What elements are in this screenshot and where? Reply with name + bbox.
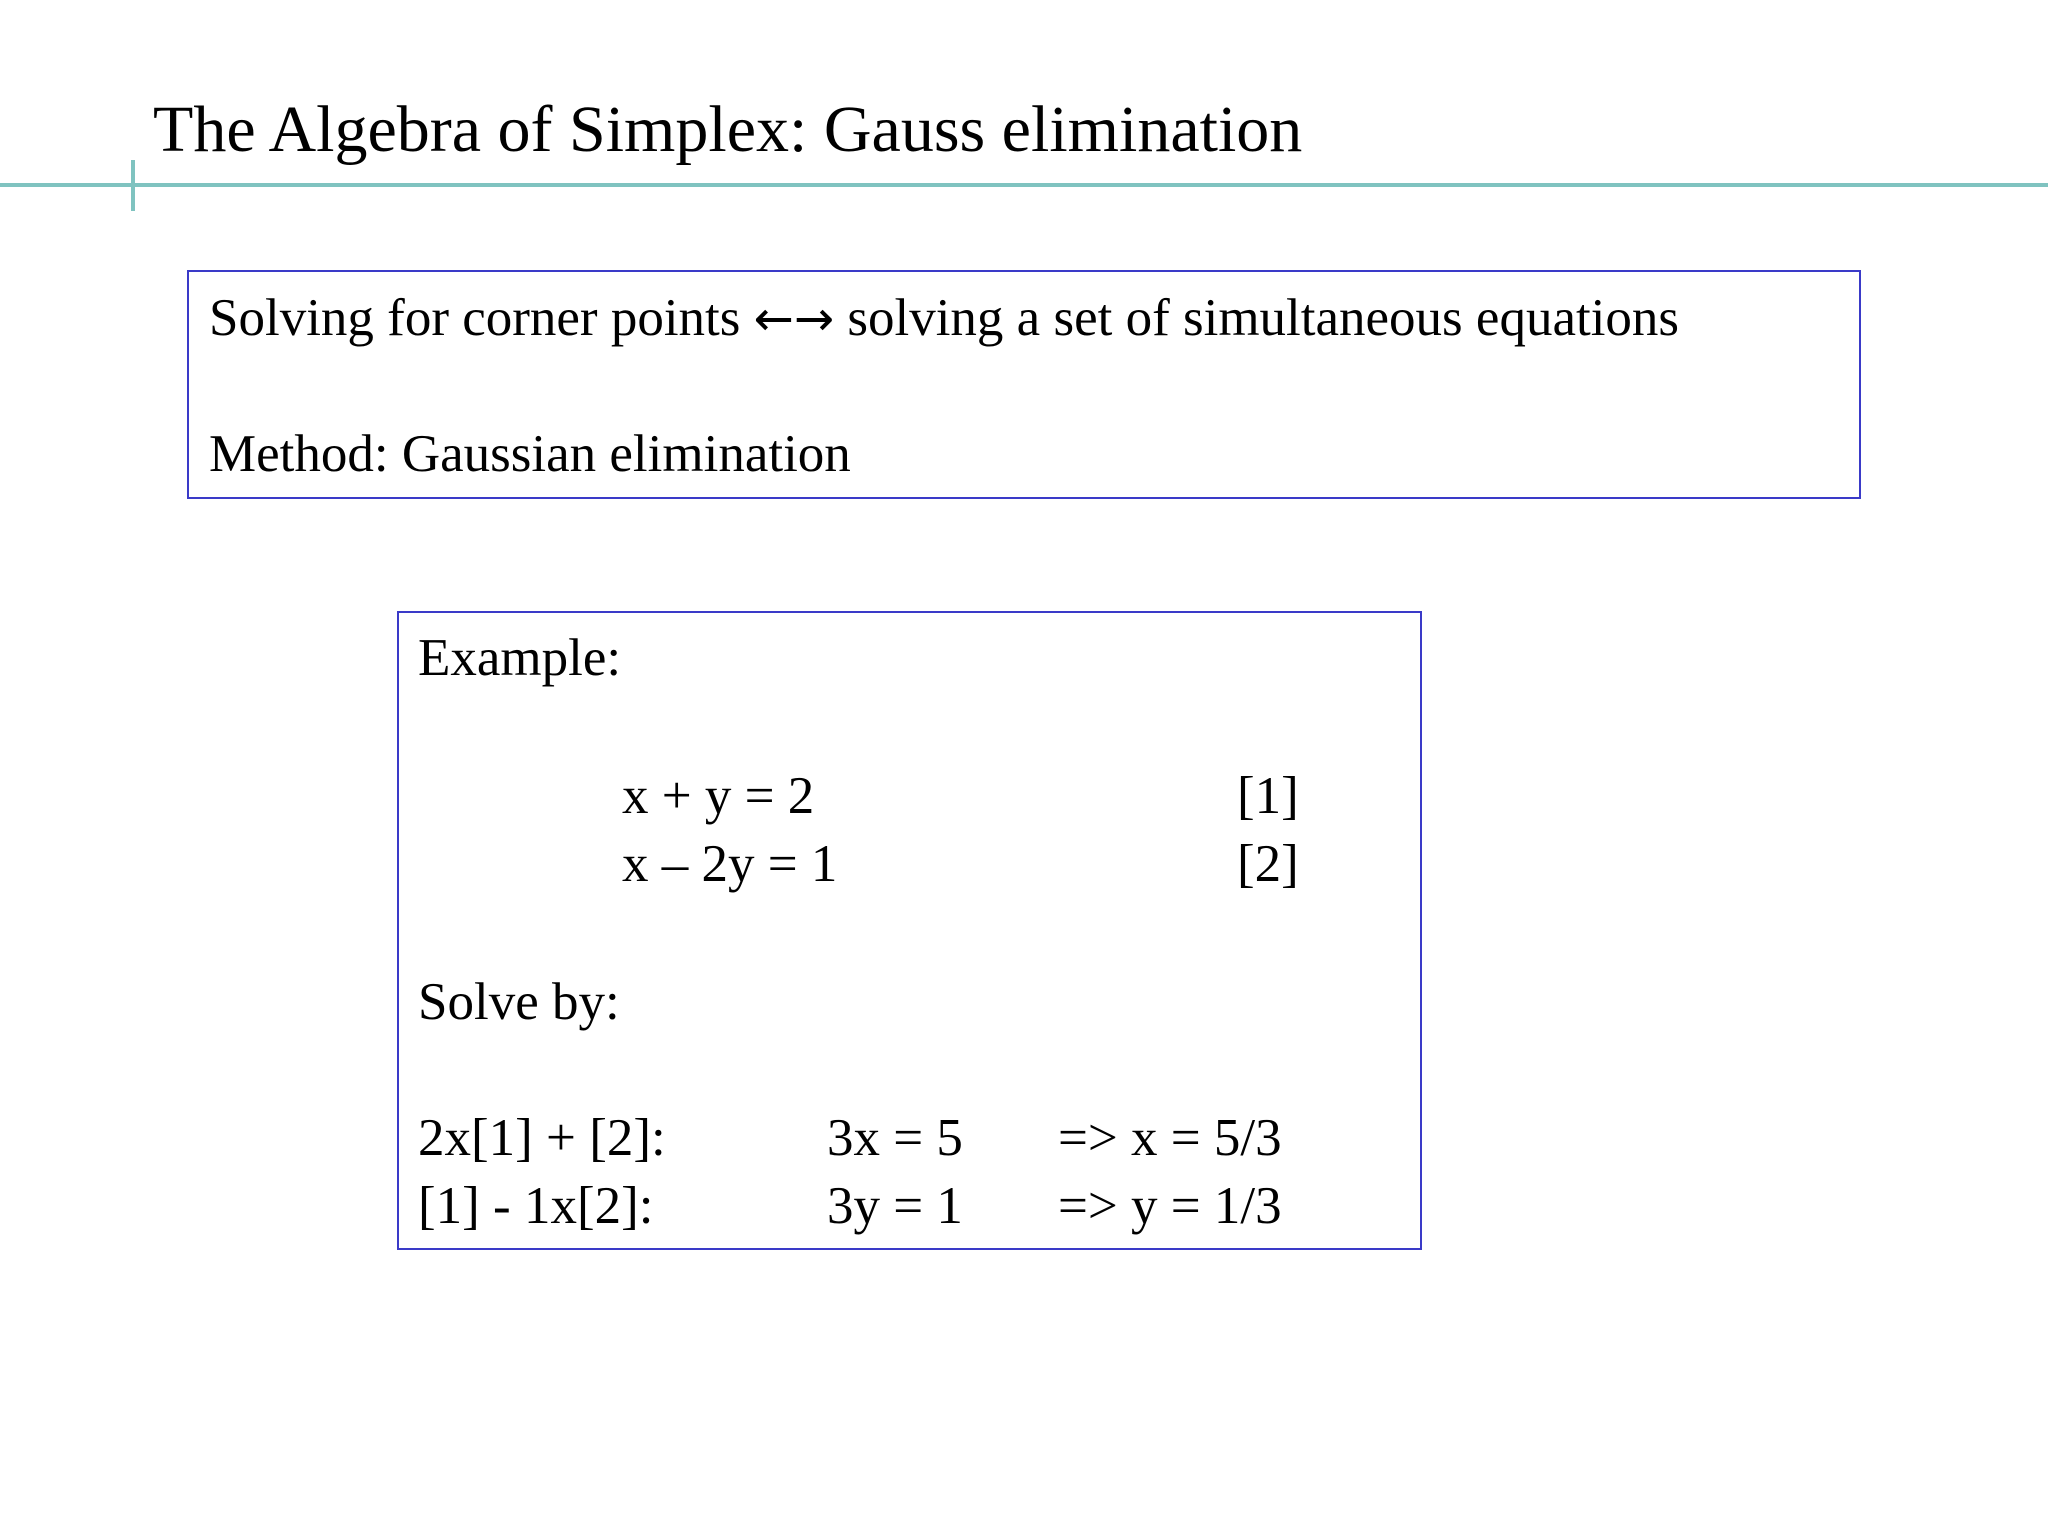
intro-line-1 — [209, 286, 1679, 351]
equation-2-label: [2] — [1237, 835, 1299, 893]
title-divider-line — [0, 183, 2048, 187]
equation-1: x + y = 2 — [622, 767, 815, 825]
intro-method-line: Method: Gaussian elimination — [209, 425, 851, 483]
step-2-op: [1] - 1x[2]: — [418, 1177, 654, 1235]
slide-title: The Algebra of Simplex: Gauss elimination — [153, 93, 1303, 166]
title-divider-tick — [131, 160, 135, 211]
intro-line-1-before: Solving for corner points — [209, 289, 754, 347]
equation-2: x – 2y = 1 — [622, 835, 838, 893]
arrow-right-icon: → — [793, 291, 835, 347]
step-1-op: 2x[1] + [2]: — [418, 1109, 666, 1167]
intro-line-1-after: solving a set of simultaneous equations — [834, 289, 1680, 347]
arrow-left-icon: ← — [753, 291, 794, 347]
step-2-solution: => y = 1/3 — [1058, 1177, 1282, 1235]
step-2-result: 3y = 1 — [827, 1177, 963, 1235]
equation-1-label: [1] — [1237, 767, 1299, 825]
step-1-result: 3x = 5 — [827, 1109, 963, 1167]
solve-heading: Solve by: — [418, 973, 620, 1031]
example-heading: Example: — [418, 629, 622, 687]
step-1-solution: => x = 5/3 — [1058, 1109, 1282, 1167]
